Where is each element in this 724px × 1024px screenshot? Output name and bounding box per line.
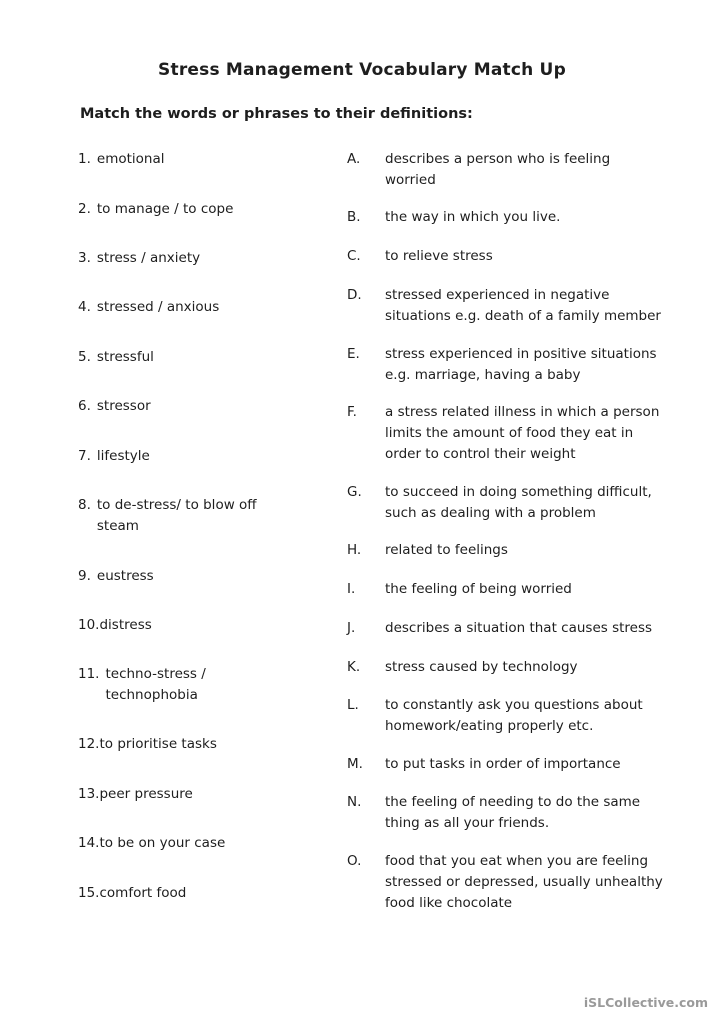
word-item	[78, 396, 277, 417]
definition-letter: O.	[347, 853, 362, 869]
definition-item	[347, 285, 670, 327]
word-item	[78, 734, 279, 755]
word-number: 12.	[78, 736, 100, 752]
word-text: techno-stress / technophobia	[105, 666, 206, 703]
word-text: distress	[99, 617, 152, 633]
word-number: 8.	[78, 497, 91, 513]
word-text: peer pressure	[99, 786, 193, 802]
definition-text: food that you eat when you are feeling stressed or depressed, usually unhealthy food like chocolate	[385, 853, 663, 911]
definition-letter: B.	[347, 209, 361, 225]
definition-item	[347, 540, 670, 561]
definition-text: the feeling of being worried	[385, 581, 572, 597]
word-item	[78, 615, 279, 636]
definition-item	[347, 851, 670, 914]
definition-text: to constantly ask you questions about homework/eating properly etc.	[385, 697, 643, 734]
definition-text: the way in which you live.	[385, 209, 561, 225]
word-number: 13.	[78, 786, 100, 802]
definition-item	[347, 344, 670, 386]
definition-letter: F.	[347, 404, 357, 420]
definition-letter: H.	[347, 542, 362, 558]
word-text: stressor	[96, 398, 151, 414]
word-item	[78, 347, 277, 368]
word-number: 1.	[78, 151, 91, 167]
word-item	[78, 446, 277, 467]
word-text: stressed / anxious	[96, 299, 220, 315]
word-number: 4.	[78, 299, 91, 315]
word-text: lifestyle	[96, 448, 150, 464]
definition-item	[347, 792, 655, 834]
definition-item	[347, 149, 625, 191]
definition-item	[347, 246, 670, 267]
definition-letter: E.	[347, 346, 360, 362]
definition-text: the feeling of needing to do the same thing as all your friends.	[385, 794, 641, 831]
definition-item	[347, 657, 670, 678]
definition-text: stress experienced in positive situations e.g. marriage, having a baby	[385, 346, 657, 383]
definition-item	[347, 207, 670, 228]
definition-letter: G.	[347, 484, 362, 500]
definition-letter: N.	[347, 794, 362, 810]
word-item	[78, 883, 279, 904]
definition-text: stress caused by technology	[385, 659, 578, 675]
definition-text: related to feelings	[385, 542, 508, 558]
word-item	[78, 495, 277, 537]
word-number: 7.	[78, 448, 91, 464]
definition-item	[347, 579, 670, 600]
word-number: 11.	[78, 666, 100, 682]
word-number: 6.	[78, 398, 91, 414]
word-number: 14.	[78, 835, 100, 851]
word-number: 2.	[78, 201, 91, 217]
word-text: to be on your case	[99, 835, 226, 851]
word-item	[78, 833, 279, 854]
word-number: 15.	[78, 885, 100, 901]
definition-text: describes a situation that causes stress	[385, 620, 653, 636]
word-text: to prioritise tasks	[99, 736, 217, 752]
definition-item	[347, 618, 670, 639]
word-number: 10.	[78, 617, 100, 633]
word-item	[78, 784, 279, 805]
definition-letter: A.	[347, 151, 361, 167]
word-text: to de-stress/ to blow off steam	[96, 497, 257, 534]
word-item	[78, 248, 277, 269]
definition-text: to relieve stress	[385, 248, 493, 264]
definition-text: a stress related illness in which a person limits the amount of food they eat in order to control their weight	[385, 404, 660, 462]
word-item	[78, 199, 297, 220]
definition-text: stressed experienced in negative situations e.g. death of a family member	[385, 287, 661, 324]
definition-letter: K.	[347, 659, 361, 675]
word-item	[78, 149, 277, 170]
definition-item	[347, 482, 670, 524]
definition-text: describes a person who is feeling worried	[385, 151, 611, 188]
definition-text: to put tasks in order of importance	[385, 756, 621, 772]
definition-letter: J.	[347, 620, 356, 636]
word-item	[78, 297, 277, 318]
word-number: 9.	[78, 568, 91, 584]
definition-letter: M.	[347, 756, 363, 772]
word-number: 3.	[78, 250, 91, 266]
definition-item	[347, 695, 670, 737]
word-text: stressful	[96, 349, 154, 365]
word-item	[78, 664, 255, 706]
definition-text: to succeed in doing something difficult, such as dealing with a problem	[385, 484, 652, 521]
definition-letter: L.	[347, 697, 359, 713]
definition-item	[347, 754, 670, 775]
worksheet-title: Stress Management Vocabulary Match Up	[158, 60, 566, 80]
instructions: Match the words or phrases to their definitions:	[80, 106, 473, 122]
word-item	[78, 566, 277, 587]
word-text: eustress	[96, 568, 154, 584]
word-text: comfort food	[99, 885, 187, 901]
word-text: stress / anxiety	[96, 250, 201, 266]
definition-letter: C.	[347, 248, 361, 264]
watermark-footer: iSLCollective.com	[583, 995, 708, 1010]
word-text: emotional	[96, 151, 165, 167]
word-text: to manage / to cope	[96, 201, 234, 217]
definition-item	[347, 402, 670, 465]
definition-letter: D.	[347, 287, 362, 303]
word-number: 5.	[78, 349, 91, 365]
definition-letter: I.	[347, 581, 356, 597]
